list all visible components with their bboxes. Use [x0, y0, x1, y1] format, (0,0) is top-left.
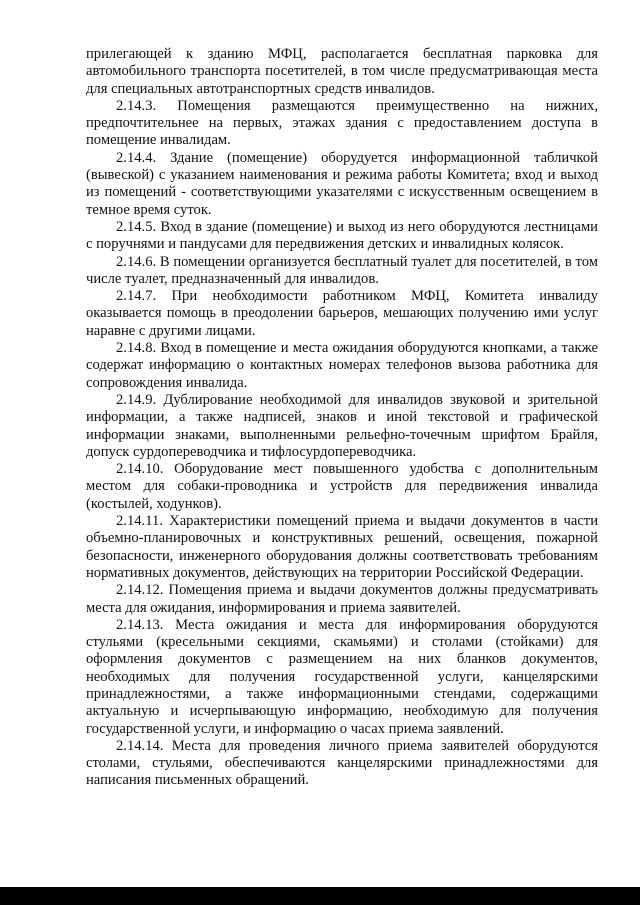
paragraph-2-14-5: 2.14.5. Вход в здание (помещение) и выход из него оборудуются лестницами с поручнями и пандусами для передвижения детских и инвалидных колясок. — [86, 218, 598, 253]
paragraph-2-14-13: 2.14.13. Места ожидания и места для информирования оборудуются стульями (кресельными секциями, скамьями) и столами (стойками) для оформления документов с размещением на них бланков документов, необходимых для получения государственной услуги, канцелярскими принадлежностями, а также информационными стендами, содержащими актуальную и исчерпывающую информацию, необходимую для получения государственной услуги, и информацию о часах приема заявлений. — [86, 616, 598, 737]
paragraph-2-14-7: 2.14.7. При необходимости работником МФЦ, Комитета инвалиду оказывается помощь в преодолении барьеров, мешающих получению ими услуг наравне с другими лицами. — [86, 288, 598, 339]
paragraph-2-14-9: 2.14.9. Дублирование необходимой для инвалидов звуковой и зрительной информации, а также надписей, знаков и иной текстовой и графической информации знаками, выполненными рельефно-точечным шрифтом Брайля, допуск сурдопереводчика и тифлосурдопереводчика. — [86, 391, 598, 460]
paragraph-2-14-14: 2.14.14. Места для проведения личного приема заявителей оборудуются столами, стульями, обеспечиваются канцелярскими принадлежностями для написания письменных обращений. — [86, 737, 598, 789]
paragraph-2-14-4: 2.14.4. Здание (помещение) оборудуется информационной табличкой (вывеской) с указанием наименования и режима работы Комитета; вход и выход из помещений - соответствующими указателями с искусственным освещением в темное время суток. — [86, 149, 598, 218]
paragraph-2-14-6: 2.14.6. В помещении организуется бесплатный туалет для посетителей, в том числе туалет, предназначенный для инвалидов. — [86, 253, 598, 287]
paragraph-2-14-8: 2.14.8. Вход в помещение и места ожидания оборудуются кнопками, а также содержат информацию о контактных номерах телефонов вызова работника для сопровождения инвалида. — [86, 340, 598, 391]
document-body — [86, 46, 598, 790]
paragraph-2-14-12: 2.14.12. Помещения приема и выдачи документов должны предусматривать места для ожидания, информирования и приема заявителей. — [86, 582, 598, 616]
paragraph-parking: прилегающей к зданию МФЦ, располагается бесплатная парковка для автомобильного транспорта посетителей, в том числе предусматривающая места для специальных автотранспортных средств инвалидов. — [86, 46, 598, 97]
paragraph-2-14-11: 2.14.11. Характеристики помещений приема и выдачи документов в части объемно-планировочных и конструктивных решений, освещения, пожарной безопасности, инженерного оборудования должны соответствовать требованиям нормативных документов, действующих на территории Российской Федерации. — [86, 513, 598, 581]
paragraph-2-14-10: 2.14.10. Оборудование мест повышенного удобства с дополнительным местом для собаки-проводника и устройств для передвижения инвалида (костылей, ходунков). — [86, 461, 598, 512]
paragraph-2-14-3: 2.14.3. Помещения размещаются преимущественно на нижних, предпочтительнее на первых, этажах здания с предоставлением доступа в помещение инвалидам. — [86, 97, 598, 149]
scan-bottom-border — [0, 887, 640, 905]
